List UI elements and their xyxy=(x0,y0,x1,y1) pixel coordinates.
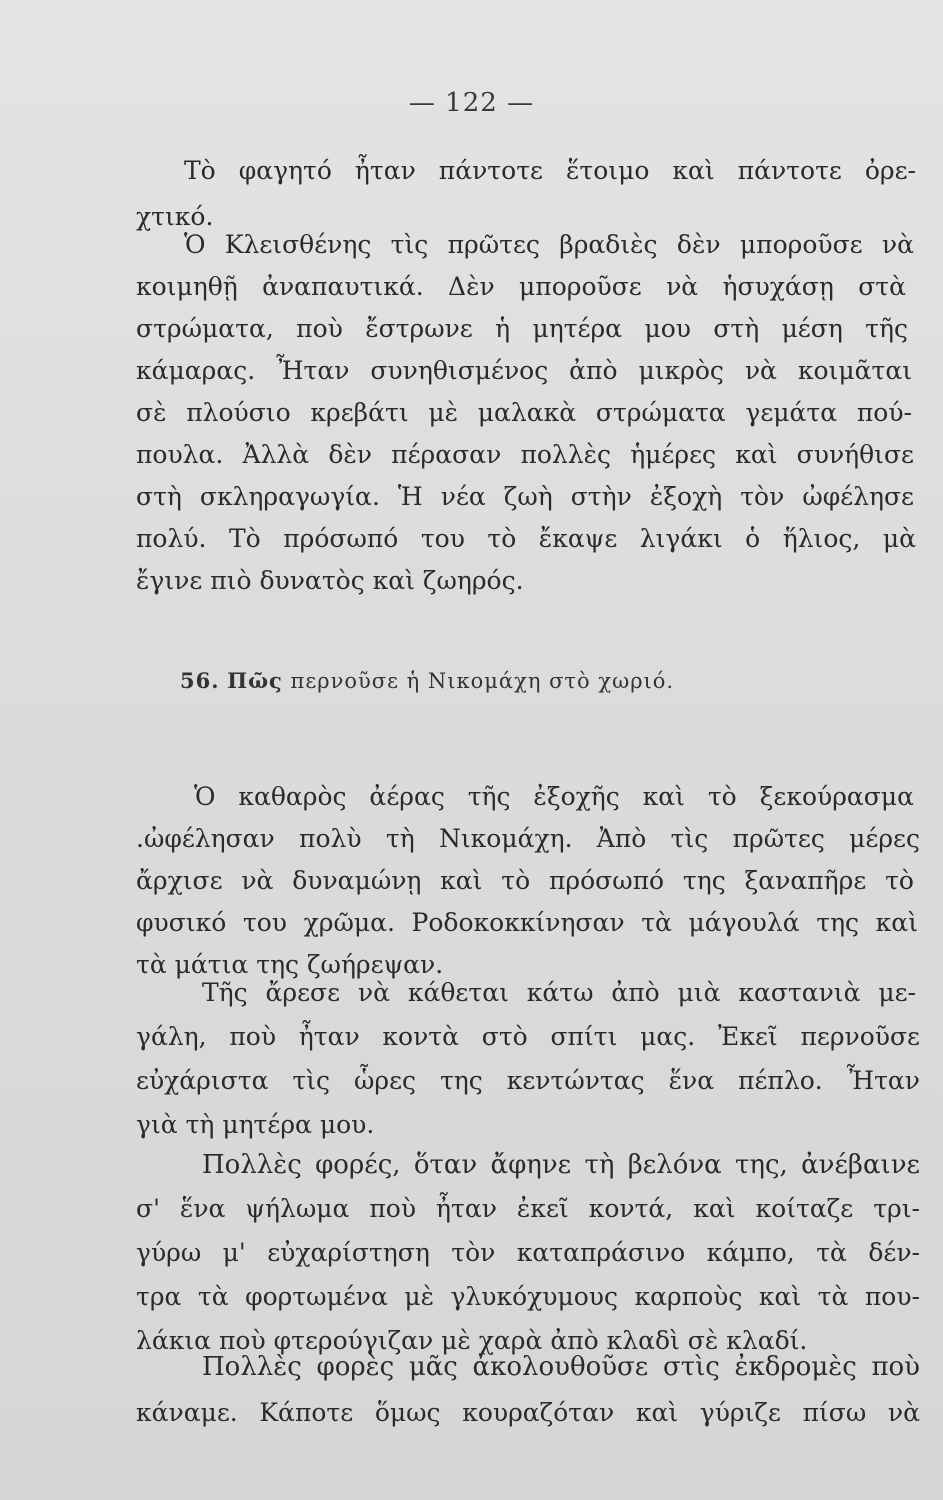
paragraph-2 xyxy=(136,232,916,610)
text-line: εὐχάριστα τὶς ὧρες της κεντώντας ἕνα πέπλο. Ἦταν xyxy=(136,1066,920,1095)
text-line: χτικό. xyxy=(136,202,214,231)
paragraph-3 xyxy=(136,782,920,994)
text-line: γιὰ τὴ μητέρα μου. xyxy=(136,1110,375,1139)
text-line: Ὁ Κλεισθένης τὶς πρῶτες βραδιὲς δὲν μποροῦσε νὰ xyxy=(184,230,914,259)
paragraph-4 xyxy=(136,978,920,1156)
text-line: Πολλὲς φορὲς μᾶς ἀκολουθοῦσε στὶς ἐκδρομὲς ποὺ xyxy=(202,1352,920,1382)
text-line: πολύ. Τὸ πρόσωπό του τὸ ἔκαψε λιγάκι ὁ ἥλιος, μὰ xyxy=(136,524,916,553)
text-line: λάκια ποὺ φτερούγιζαν μὲ χαρὰ ἀπὸ κλαδὶ σὲ κλαδί. xyxy=(136,1326,808,1355)
section-number: 56. xyxy=(180,668,220,693)
text-line: Πολλὲς φορές, ὅταν ἄφηνε τὴ βελόνα της, ἀνέβαινε xyxy=(202,1150,920,1180)
section-title-lead: Πῶς xyxy=(227,668,283,693)
text-line: Τὸ φαγητό ἦταν πάντοτε ἕτοιμο καὶ πάντοτε ὀρε- xyxy=(184,156,916,185)
text-line: σ' ἕνα ψήλωμα ποὺ ἦταν ἐκεῖ κοντά, καὶ κοίταζε τρι- xyxy=(136,1194,920,1223)
text-line: γάλη, ποὺ ἦταν κοντὰ στὸ σπίτι μας. Ἐκεῖ περνοῦσε xyxy=(136,1022,920,1051)
text-line: ἔγινε πιὸ δυνατὸς καὶ ζωηρός. xyxy=(136,566,524,595)
paragraph-5 xyxy=(136,1150,920,1372)
section-title: περνοῦσε ἡ Νικομάχη στὸ χωριό. xyxy=(290,669,675,693)
text-line: τρα τὰ φορτωμένα μὲ γλυκόχυμους καρποὺς καὶ τὰ που- xyxy=(136,1282,920,1311)
text-line: στρώματα, ποὺ ἔστρωνε ἡ μητέρα μου στὴ μέση τῆς xyxy=(136,314,908,343)
text-line: ἄρχισε νὰ δυναμώνῃ καὶ τὸ πρόσωπό της ξαναπῆρε τὸ xyxy=(136,866,914,895)
paragraph-6 xyxy=(136,1352,920,1446)
text-line: κάναμε. Κάποτε ὅμως κουραζόταν καὶ γύριζε πίσω νὰ xyxy=(136,1398,920,1427)
section-heading xyxy=(180,668,674,693)
text-line: φυσικό του χρῶμα. Ροδοκοκκίνησαν τὰ μάγουλά της καὶ xyxy=(136,908,918,937)
text-line: Ὁ καθαρὸς ἀέρας τῆς ἐξοχῆς καὶ τὸ ξεκούρασμα xyxy=(194,782,914,811)
text-line: πουλα. Ἀλλὰ δὲν πέρασαν πολλὲς ἡμέρες καὶ συνήθισε xyxy=(136,440,914,469)
text-line: .ὠφέλησαν πολὺ τὴ Νικομάχη. Ἀπὸ τὶς πρῶτες μέρες xyxy=(136,824,920,853)
text-line: Τῆς ἄρεσε νὰ κάθεται κάτω ἀπὸ μιὰ καστανιὰ με- xyxy=(202,978,916,1007)
text-line: στὴ σκληραγωγία. Ἡ νέα ζωὴ στὴν ἐξοχὴ τὸν ὠφέλησε xyxy=(136,482,914,511)
text-line: κοιμηθῇ ἀναπαυτικά. Δὲν μποροῦσε νὰ ἡσυχάσῃ στὰ xyxy=(136,272,906,301)
page-number: — 122 — xyxy=(408,88,535,118)
text-line: γύρω μ' εὐχαρίστηση τὸν καταπράσινο κάμπο, τὰ δέν- xyxy=(136,1238,920,1267)
text-line: τὰ μάτια της ζωήρεψαν. xyxy=(136,950,444,979)
text-line: κάμαρας. Ἦταν συνηθισμένος ἀπὸ μικρὸς νὰ κοιμᾶται xyxy=(136,356,912,385)
text-line: σὲ πλούσιο κρεβάτι μὲ μαλακὰ στρώματα γεμάτα πού- xyxy=(136,398,912,427)
